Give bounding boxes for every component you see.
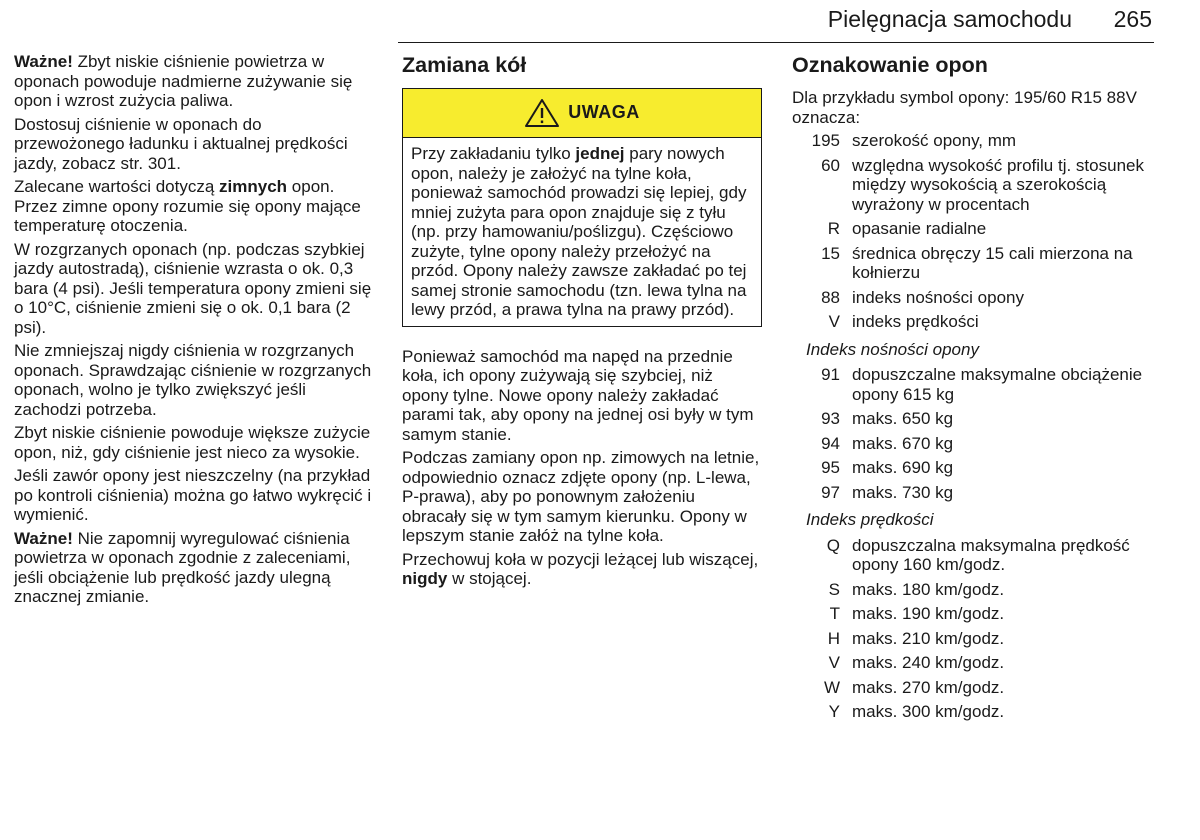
warning-header: [403, 89, 761, 138]
definition-code: H: [827, 628, 840, 648]
definition-code: T: [829, 604, 840, 623]
definition-text: względna wysokość profilu tj. stosunek między wysokością a szerokością wyrażony w procentach: [852, 155, 1144, 214]
load-index-list: [792, 365, 1152, 502]
header-title: Pielęgnacja samochodu: [827, 6, 1072, 32]
definition-code: 97: [821, 482, 840, 502]
definition-code: Y: [828, 702, 840, 721]
tyre-symbol-definitions: [792, 131, 1152, 332]
definition-text: maks. 670 kg: [852, 433, 954, 453]
paragraph-adjust-pressure: Dostosuj ciśnienie w oponach do przewożonego ładunku i aktualnej prędkości jazdy, zobacz str. 301.: [14, 114, 348, 173]
page-number: 265: [1113, 6, 1152, 32]
definition-text: średnica obręczy 15 cali mierzona na kołnierzu: [852, 243, 1133, 282]
definition-code: S: [828, 579, 840, 599]
definition-row: [792, 458, 1152, 478]
definition-code: 94: [821, 433, 840, 453]
definition-text: dopuszczalna maksymalna prędkość opony 160 km/godz.: [852, 535, 1130, 574]
paragraph-mark-tyres: Podczas zamiany opon np. zimowych na letnie, odpowiednio oznacz zdjęte opony (np. L-lewa, P-prawa), aby po ponownym założeniu obracały się w tym samym kierunku. Opony w lepszym stanie załóż na tylne koła.: [402, 448, 760, 545]
paragraph-important-2: Ważne! Nie zapomnij wyregulować ciśnienia powietrza w oponach zgodnie z zaleceniami, jeśli obciążenie lub prędkość jazdy ulegną znacznej zmianie.: [14, 528, 351, 606]
definition-text: maks. 690 kg: [852, 458, 954, 477]
warning-box: [402, 88, 762, 327]
paragraph-valve: Jeśli zawór opony jest nieszczelny (na przykład po kontroli ciśnienia) można go łatwo wykręcić i wymienić.: [14, 466, 372, 524]
warning-label: UWAGA: [568, 102, 640, 123]
definition-row: [792, 131, 1152, 151]
warning-triangle-icon: [524, 98, 560, 128]
definition-text: maks. 190 km/godz.: [852, 604, 1005, 623]
definition-row: [792, 312, 1152, 332]
definition-row: [792, 604, 1152, 624]
paragraph-important-1: Ważne! Zbyt niskie ciśnienie powietrza w oponach powoduje nadmierne zużywanie się opon i wzrost zużycia paliwa.: [14, 52, 353, 110]
section-title-tyre-marking: Oznakowanie opon: [792, 53, 988, 77]
tyre-marking-intro: Dla przykładu symbol opony: 195/60 R15 88V oznacza:: [792, 88, 1137, 127]
definition-row: [792, 409, 1152, 429]
definition-text: maks. 300 km/godz.: [852, 702, 1005, 721]
definition-row: [792, 678, 1152, 698]
definition-code: Q: [826, 535, 840, 555]
paragraph-front-drive: Ponieważ samochód ma napęd na przednie koła, ich opony zużywają się szybciej, niż opony tylne. Nowe opony należy zakładać parami tak, aby opony na jednej osi były w tym samym stanie.: [402, 346, 754, 444]
definition-text: maks. 180 km/godz.: [852, 579, 1005, 599]
definition-text: indeks nośności opony: [852, 287, 1025, 307]
paragraph-do-not-reduce: Nie zmniejszaj nigdy ciśnienia w rozgrzanych oponach. Sprawdzając ciśnienie w rozgrzanych oponach, wolno je tylko zwiększyć jeśli zachodzi potrzeba.: [14, 341, 372, 419]
definition-row: [792, 653, 1152, 673]
definition-code: V: [828, 653, 840, 672]
definition-text: szerokość opony, mm: [852, 131, 1017, 150]
column-wheel-rotation: [402, 52, 762, 593]
definition-code: V: [828, 312, 840, 331]
paragraph-warm-tyres: W rozgrzanych oponach (np. podczas szybkiej jazdy autostradą), ciśnienie wzrasta o ok. 0,3 bara (4 psi). Jeśli temperatura opony zmieni się o 10°C, ciśnienie zmieni się o ok. 0,1 bara (2 psi).: [14, 239, 372, 337]
definition-code: 15: [821, 243, 840, 263]
section-title-wheel-rotation: Zamiana kół: [402, 53, 527, 77]
paragraph-cold-tyres: Zalecane wartości dotyczą zimnych opon. Przez zimne opony rozumie się opony mające temperaturę otoczenia.: [14, 177, 361, 235]
definition-row: [792, 483, 1152, 503]
definition-code: W: [823, 677, 840, 697]
definition-row: [792, 536, 1152, 575]
definition-row: [792, 156, 1152, 215]
definition-row: [792, 629, 1152, 649]
definition-text: maks. 730 kg: [852, 482, 954, 502]
speed-index-list: [792, 536, 1152, 722]
page-header: [0, 0, 1200, 44]
warning-text: Przy zakładaniu tylko jednej pary nowych opon, należy je założyć na tylne koła, ponieważ samochód prowadzi się lepiej, gdy mniej zużyta para opon znajduje się z tyłu (np. przy hamowaniu/poślizgu). Częściowo zużyte, tylne opony należy przełożyć na przód. Opony należy zawsze zakładać po tej samej stronie samochodu (tzn. lewa tylna na lewy przód, a prawa tylna na prawy przód).: [411, 144, 747, 319]
definition-text: maks. 210 km/godz.: [852, 628, 1005, 648]
definition-row: [792, 702, 1152, 722]
header-divider: [398, 42, 1154, 43]
definition-text: dopuszczalne maksymalne obciążenie opony 615 kg: [852, 365, 1143, 404]
definition-code: R: [827, 219, 840, 238]
column-tyre-pressure: [14, 52, 374, 611]
definition-code: 88: [821, 287, 840, 307]
load-index-heading: Indeks nośności opony: [806, 339, 979, 359]
definition-row: [792, 288, 1152, 308]
definition-text: opasanie radialne: [852, 219, 987, 238]
definition-row: [792, 580, 1152, 600]
definition-row: [792, 219, 1152, 239]
definition-code: 95: [821, 458, 840, 477]
definition-text: indeks prędkości: [852, 312, 979, 331]
definition-code: 60: [821, 155, 840, 175]
speed-index-heading: Indeks prędkości: [806, 510, 934, 529]
definition-text: maks. 270 km/godz.: [852, 677, 1005, 697]
definition-row: [792, 434, 1152, 454]
definition-code: 91: [821, 365, 840, 384]
definition-text: maks. 240 km/godz.: [852, 653, 1005, 672]
definition-row: [792, 244, 1152, 283]
paragraph-low-pressure: Zbyt niskie ciśnienie powoduje większe zużycie opon, niż, gdy ciśnienie jest nieco za wysokie.: [14, 423, 371, 462]
definition-code: 93: [821, 409, 840, 428]
paragraph-storage: Przechowuj koła w pozycji leżącej lub wiszącej, nigdy w stojącej.: [402, 549, 759, 588]
definition-text: maks. 650 kg: [852, 409, 954, 428]
column-tyre-marking: [792, 52, 1152, 727]
definition-code: 195: [811, 131, 840, 150]
definition-row: [792, 365, 1152, 404]
